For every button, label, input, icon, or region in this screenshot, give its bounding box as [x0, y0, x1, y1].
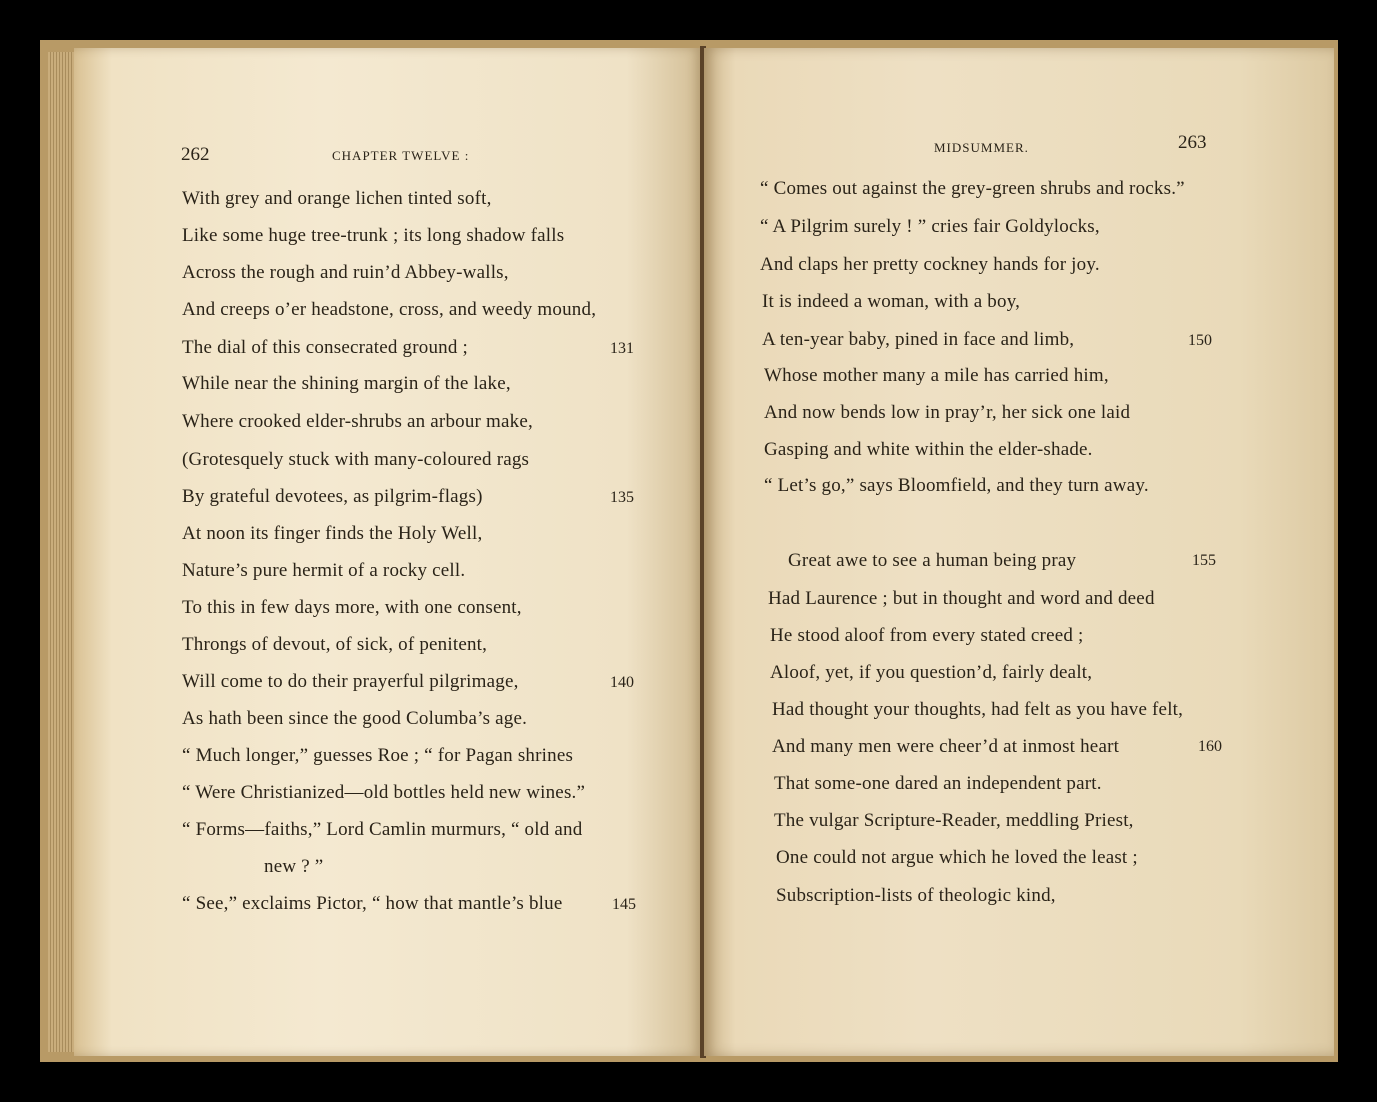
verse-line: That some-one dared an independent part.	[774, 773, 1102, 794]
verse-line: Aloof, yet, if you question’d, fairly dealt,	[770, 662, 1093, 683]
verse-line: Like some huge tree-trunk ; its long shadow falls	[182, 225, 565, 246]
verse-line-continuation: new ? ”	[264, 856, 324, 877]
verse-line: “ See,” exclaims Pictor, “ how that mantle’s blue	[182, 893, 563, 914]
verse-line: While near the shining margin of the lake,	[182, 373, 511, 394]
verse-line: The vulgar Scripture-Reader, meddling Priest,	[774, 810, 1134, 831]
verse-line: Subscription-lists of theologic kind,	[776, 885, 1056, 906]
verse-line: To this in few days more, with one consent,	[182, 597, 522, 618]
line-number: 150	[1188, 332, 1212, 349]
open-book	[40, 40, 1338, 1062]
page-edges	[48, 52, 74, 1052]
verse-line: The dial of this consecrated ground ;	[182, 337, 468, 358]
verse-line: “ Forms—faiths,” Lord Camlin murmurs, “ old and	[182, 819, 583, 840]
verse-line: “ Were Christianized—old bottles held new wines.”	[182, 782, 586, 803]
line-number: 145	[612, 896, 636, 913]
verse-line: (Grotesquely stuck with many-coloured rags	[182, 449, 530, 470]
line-number: 135	[610, 489, 634, 506]
verse-line: By grateful devotees, as pilgrim-flags)	[182, 486, 483, 507]
verse-line: “ A Pilgrim surely ! ” cries fair Goldylocks,	[760, 216, 1100, 237]
verse-line: And claps her pretty cockney hands for joy.	[760, 254, 1100, 275]
page-number: 263	[1178, 132, 1207, 153]
verse-line: Will come to do their prayerful pilgrimage,	[182, 671, 519, 692]
line-number: 155	[1192, 552, 1216, 569]
verse-line: It is indeed a woman, with a boy,	[762, 291, 1021, 312]
verse-line: Great awe to see a human being pray	[788, 550, 1077, 571]
verse-line: “ Much longer,” guesses Roe ; “ for Pagan shrines	[182, 745, 574, 766]
page-number: 262	[181, 144, 210, 165]
verse-line: And now bends low in pray’r, her sick one laid	[764, 402, 1131, 423]
verse-line: One could not argue which he loved the least ;	[776, 847, 1138, 868]
verse-line: A ten-year baby, pined in face and limb,	[762, 329, 1075, 350]
running-head: MIDSUMMER.	[934, 140, 1029, 155]
verse-line: Across the rough and ruin’d Abbey-walls,	[182, 262, 509, 283]
left-page	[74, 48, 702, 1056]
verse-line: Had Laurence ; but in thought and word and deed	[768, 588, 1155, 609]
line-number: 160	[1198, 738, 1222, 755]
verse-line: Nature’s pure hermit of a rocky cell.	[182, 560, 466, 581]
verse-line: Throngs of devout, of sick, of penitent,	[182, 634, 488, 655]
verse-line: Whose mother many a mile has carried him,	[764, 365, 1109, 386]
verse-line: “ Let’s go,” says Bloomfield, and they turn away.	[764, 475, 1149, 496]
verse-line: Had thought your thoughts, had felt as you have felt,	[772, 699, 1184, 720]
verse-line: With grey and orange lichen tinted soft,	[182, 188, 492, 209]
verse-line: And creeps o’er headstone, cross, and weedy mound,	[182, 299, 597, 320]
verse-line: As hath been since the good Columba’s age.	[182, 708, 528, 729]
verse-line: At noon its finger finds the Holy Well,	[182, 523, 483, 544]
verse-line: And many men were cheer’d at inmost heart	[772, 736, 1120, 757]
right-page	[704, 48, 1334, 1056]
verse-line: Where crooked elder-shrubs an arbour make,	[182, 411, 533, 432]
verse-line: Gasping and white within the elder-shade.	[764, 439, 1093, 460]
verse-line: “ Comes out against the grey-green shrubs and rocks.”	[760, 178, 1185, 199]
line-number: 131	[610, 340, 634, 357]
line-number: 140	[610, 674, 634, 691]
running-head: CHAPTER TWELVE :	[332, 148, 470, 163]
verse-line: He stood aloof from every stated creed ;	[770, 625, 1084, 646]
